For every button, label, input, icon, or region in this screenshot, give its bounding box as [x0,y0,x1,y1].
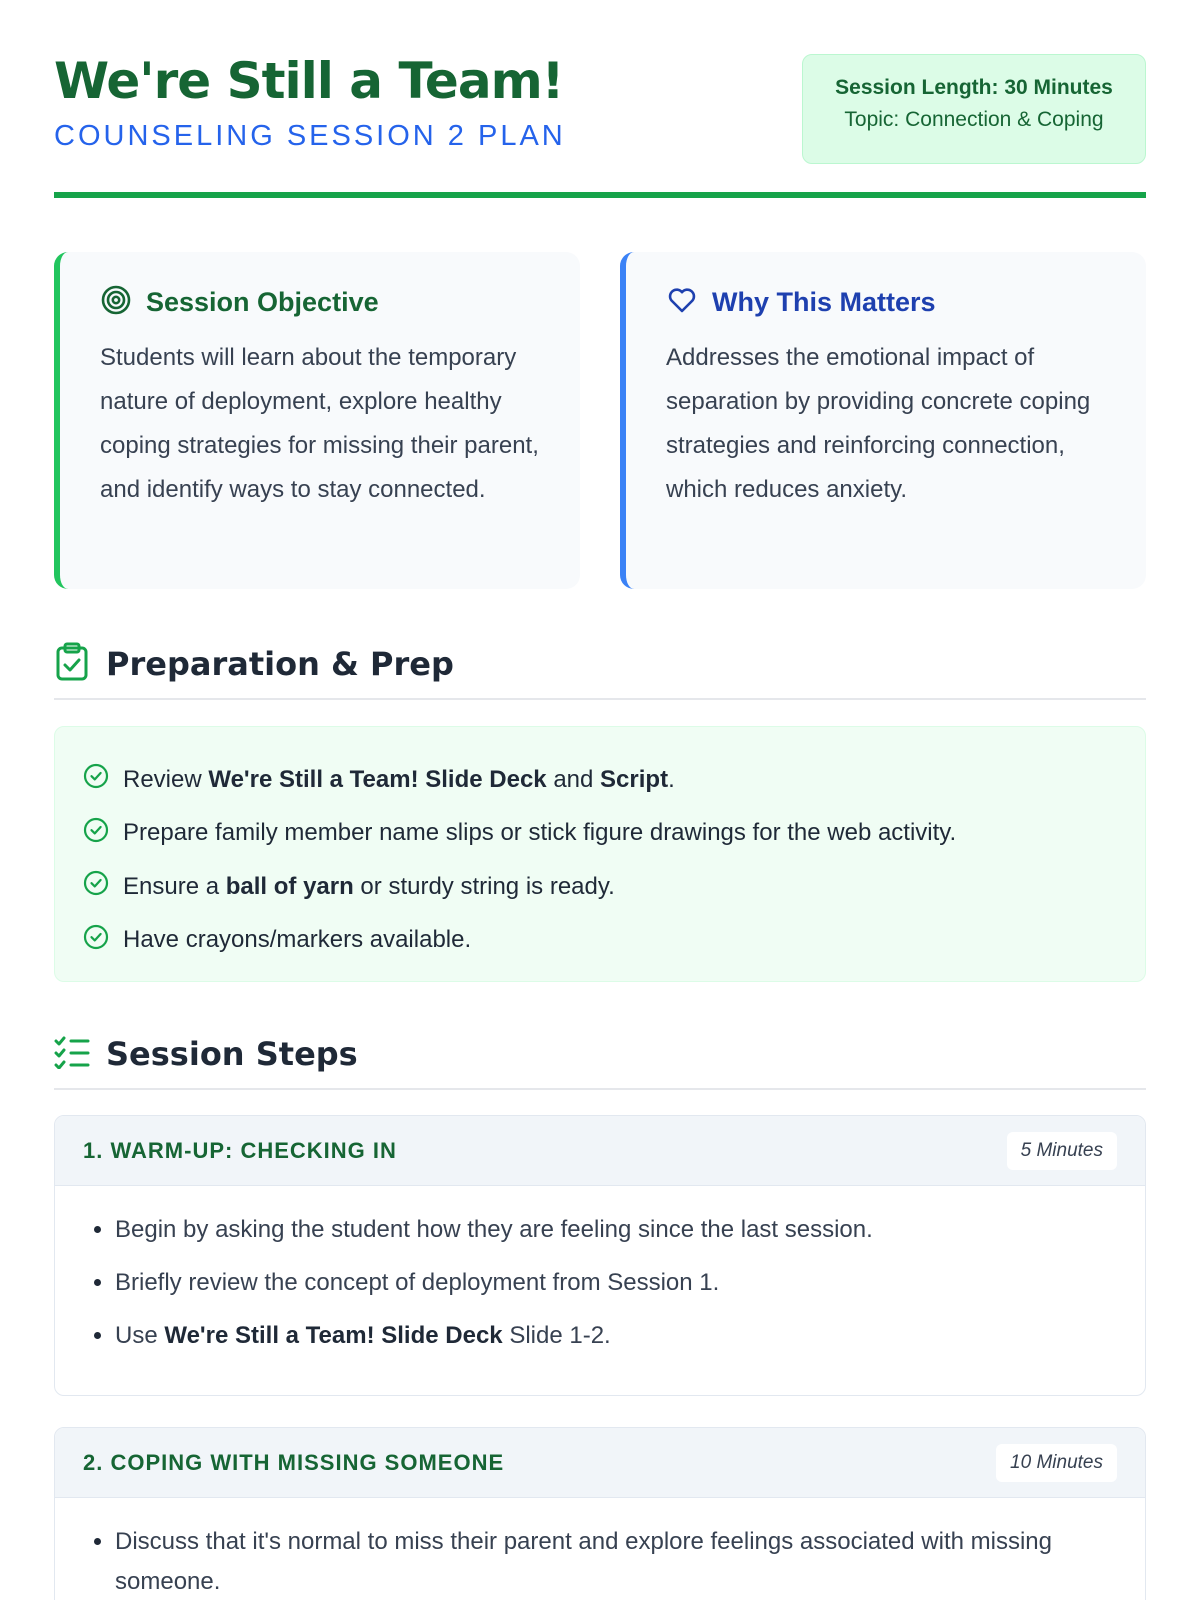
page-header [54,0,1146,198]
why-title: Why This Matters [712,286,936,317]
objective-title: Session Objective [146,286,379,317]
session-topic: Topic: Connection & Coping [844,108,1104,131]
check-circle-icon [83,817,109,850]
list-item: • Briefly review the concept of deployment from Session 1. [115,1263,1117,1303]
duration-badge: 10 Minutes [996,1444,1117,1482]
prep-section-header [54,630,1146,700]
why-text: Addresses the emotional impact of separation by providing concrete coping strategies and reinforcing connection, which reduces anxiety. [666,344,1091,503]
step-header [55,1428,1145,1498]
why-card [620,252,1146,589]
step-bullets [55,1186,1145,1395]
check-circle-icon [83,924,109,957]
list-item: • Discuss that it's normal to miss their parent and explore feelings associated with missing someone. [115,1522,1117,1600]
duration-badge: 5 Minutes [1007,1132,1117,1170]
prep-item: Prepare family member name slips or stick figure drawings for the web activity. [83,807,1117,861]
prep-list [54,726,1146,982]
step-title: 2. COPING WITH MISSING SOMEONE [83,1449,505,1475]
session-meta-box [802,54,1146,164]
session-step-2 [54,1427,1146,1600]
steps-title: Session Steps [106,1035,358,1073]
heart-icon [666,284,698,321]
target-icon [100,284,132,321]
objective-text: Students will learn about the temporary nature of deployment, explore healthy coping strategies for missing their parent, and identify ways to stay connected. [100,344,539,503]
page-title: We're Still a Team! [54,52,564,110]
prep-title: Preparation & Prep [106,645,454,683]
prep-item: Have crayons/markers available. [83,914,1117,968]
clipboard-check-icon [54,642,90,687]
page-subtitle: COUNSELING SESSION 2 PLAN [54,120,566,152]
checklist-icon [54,1035,90,1074]
prep-item: Ensure a ball of yarn or sturdy string is ready. [83,860,1117,914]
list-item: • Begin by asking the student how they are feeling since the last session. [115,1210,1117,1250]
steps-section-header [54,1020,1146,1090]
step-bullets [55,1498,1145,1600]
list-item: • Use We're Still a Team! Slide Deck Slide 1-2. [115,1316,1117,1356]
objective-card [54,252,580,589]
session-length: Session Length: 30 Minutes [835,76,1113,99]
prep-item: Review We're Still a Team! Slide Deck and Script. [83,753,1117,807]
step-header [55,1116,1145,1186]
check-circle-icon [83,763,109,796]
check-circle-icon [83,870,109,903]
step-title: 1. WARM-UP: CHECKING IN [83,1137,397,1163]
info-cards [54,252,1146,589]
session-step-1 [54,1115,1146,1396]
